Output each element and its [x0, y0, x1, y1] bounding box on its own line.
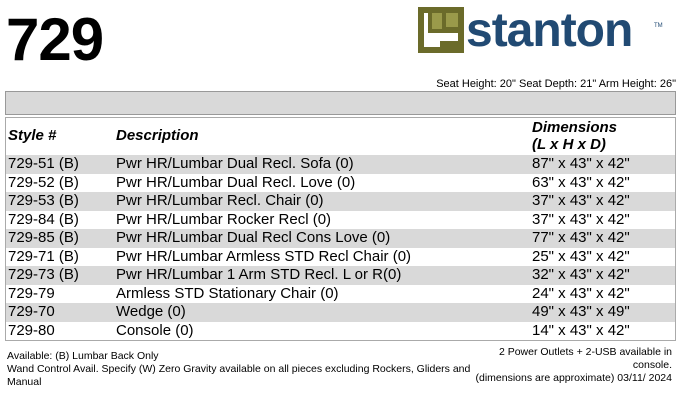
table-row	[6, 266, 675, 285]
cell-style: 729-52 (B)	[8, 173, 79, 191]
cell-description: Pwr HR/Lumbar Dual Recl Cons Love (0)	[116, 229, 391, 246]
column-header-style: Style #	[8, 127, 57, 144]
table-row	[6, 248, 675, 267]
cell-dimensions: 87" x 43" x 42"	[532, 155, 630, 172]
cell-dimensions: 77" x 43" x 42"	[532, 229, 630, 246]
cell-description: Wedge (0)	[116, 303, 186, 320]
logo-mark-icon	[418, 7, 464, 53]
table-row	[6, 174, 675, 193]
cell-style: 729-53 (B)	[8, 192, 79, 209]
cell-style: 729-80	[8, 321, 55, 339]
table-row	[6, 229, 675, 248]
table-row	[6, 303, 675, 322]
wand-control-note: Wand Control Avail. Specify (W) Zero Gravity available on all pieces excluding Rockers, Gliders and Manual	[7, 363, 471, 388]
lumbar-note: Available: (B) Lumbar Back Only	[7, 350, 159, 362]
cell-description: Armless STD Stationary Chair (0)	[116, 284, 339, 302]
cell-style: 729-73 (B)	[8, 266, 79, 283]
cell-style: 729-71 (B)	[8, 247, 79, 265]
cell-dimensions: 37" x 43" x 42"	[532, 192, 630, 209]
trademark-mark: TM	[654, 23, 663, 29]
availability-notes	[7, 350, 477, 389]
model-number: 729	[6, 6, 104, 73]
cell-style: 729-51 (B)	[8, 155, 79, 172]
cell-style: 729-79	[8, 284, 55, 302]
product-table	[5, 117, 676, 341]
seat-specs: Seat Height: 20" Seat Depth: 21" Arm Height: 26"	[436, 78, 676, 90]
table-row	[6, 322, 675, 341]
cell-style: 729-85 (B)	[8, 229, 79, 246]
cell-style: 729-70	[8, 303, 55, 320]
cell-description: Pwr HR/Lumbar Recl. Chair (0)	[116, 192, 324, 209]
cell-dimensions: 14" x 43" x 42"	[532, 321, 630, 339]
table-body	[6, 155, 675, 340]
column-header-description: Description	[116, 127, 199, 144]
table-row	[6, 211, 675, 230]
cell-dimensions: 37" x 43" x 42"	[532, 210, 630, 228]
dimensions-units: (L x H x D)	[532, 136, 606, 153]
cell-dimensions: 63" x 43" x 42"	[532, 173, 630, 191]
console-notes	[472, 346, 672, 385]
brand-wordmark: stanton	[466, 4, 633, 57]
cell-style: 729-84 (B)	[8, 210, 79, 228]
cell-description: Pwr HR/Lumbar Armless STD Recl Chair (0)	[116, 247, 412, 265]
stanton-logo	[418, 4, 668, 59]
power-outlet-note: 2 Power Outlets + 2-USB available in console.	[498, 346, 672, 371]
table-header	[6, 118, 675, 155]
cell-description: Pwr HR/Lumbar Dual Recl. Sofa (0)	[116, 155, 354, 172]
column-header-dimensions	[532, 119, 617, 153]
dimensions-label: Dimensions	[532, 119, 618, 136]
cell-description: Pwr HR/Lumbar 1 Arm STD Recl. L or R(0)	[116, 266, 402, 283]
dimensions-date-note: (dimensions are approximate) 03/11/ 2024	[475, 372, 672, 384]
cell-description: Pwr HR/Lumbar Dual Recl. Love (0)	[116, 173, 356, 191]
table-row	[6, 155, 675, 174]
table-row	[6, 192, 675, 211]
cell-dimensions: 32" x 43" x 42"	[532, 266, 630, 283]
cell-dimensions: 25" x 43" x 42"	[532, 247, 630, 265]
cell-description: Console (0)	[116, 321, 194, 339]
title-band	[5, 91, 676, 115]
cell-dimensions: 24" x 43" x 42"	[532, 284, 630, 302]
cell-dimensions: 49" x 43" x 49"	[532, 303, 630, 320]
cell-description: Pwr HR/Lumbar Rocker Recl (0)	[116, 210, 332, 228]
table-row	[6, 285, 675, 304]
